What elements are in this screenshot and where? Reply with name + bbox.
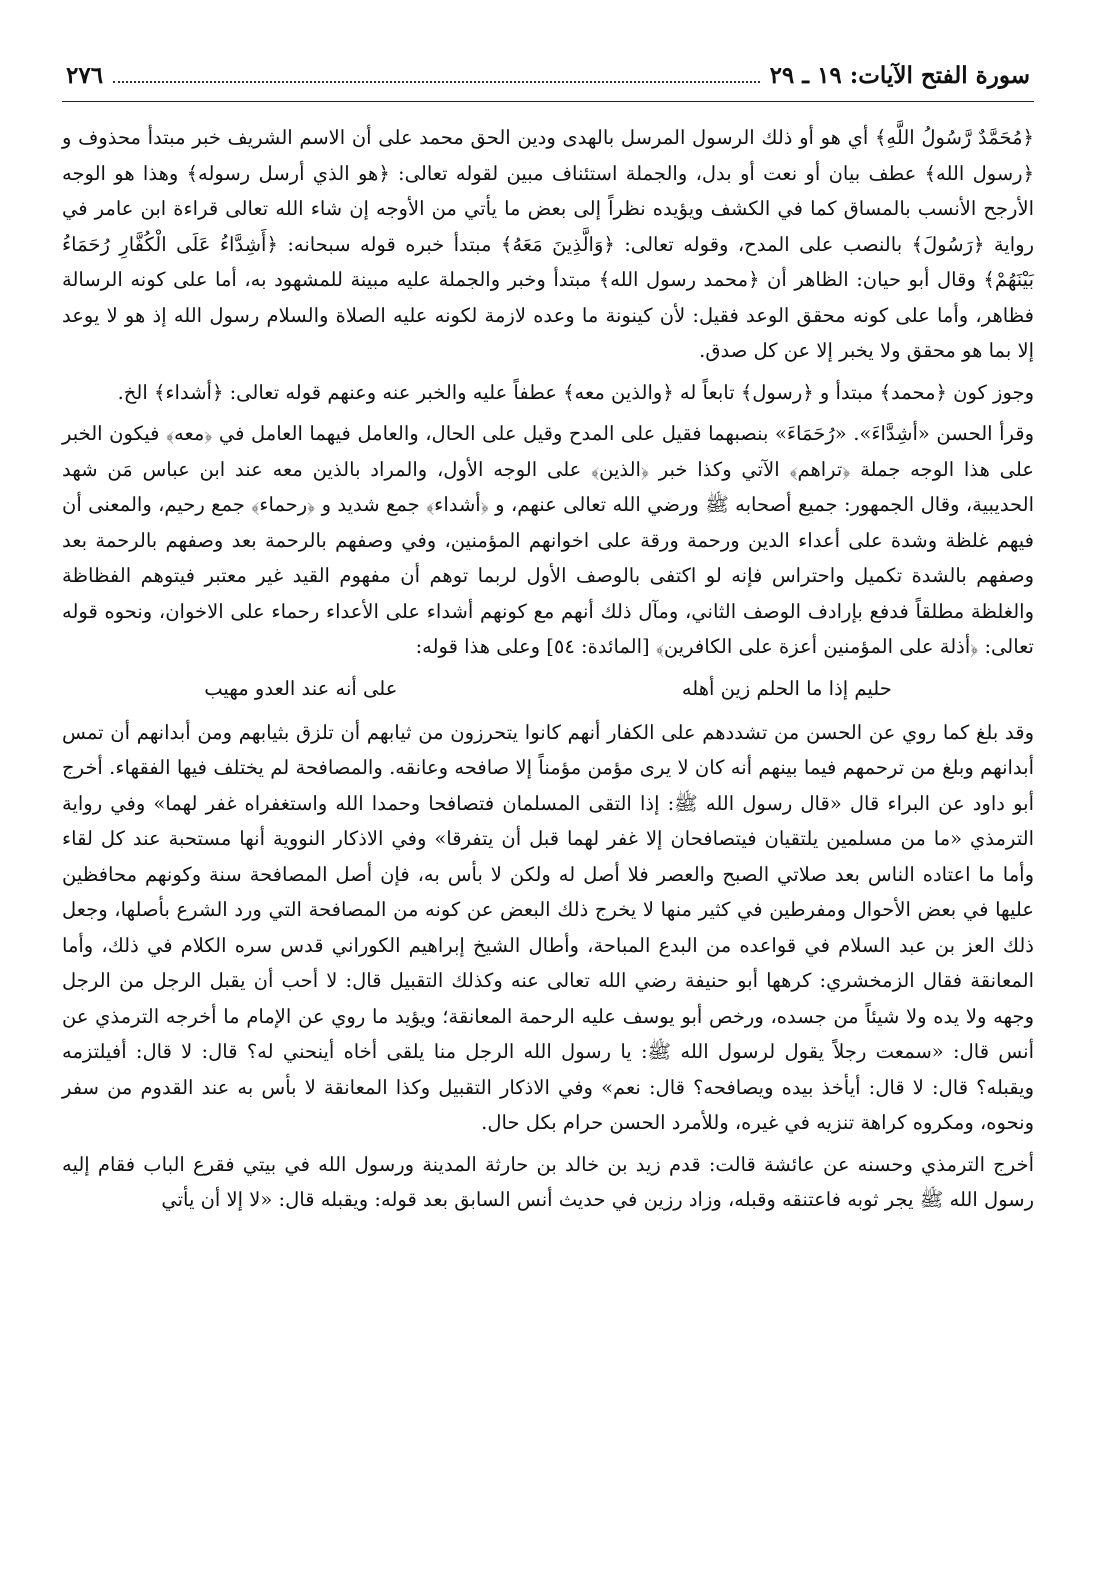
- verse-first-hemistich: حليم إذا ما الحلم زين أهله: [681, 676, 892, 700]
- paragraph: [62, 416, 1034, 665]
- text-line: عليه الرحمة المعانقة؛ ويؤيد ما روي عن الإمام ما أخرجه الترمذي عن أنس قال: «سمعت رجلاً يقول لرسول الله ﷺ:: [62, 1004, 1034, 1063]
- text-line: مَن شهد الحديبية، وقال الجمهور: جميع أصحابه ﷺ ورضي الله تعالى عنهم، و ﴿أشداء﴾ جمع شديد و ﴿رحماء﴾: [62, 457, 1034, 516]
- text-line: مبتدأ محذوف و ﴿رسول الله﴾ عطف بيان أو نعت أو بدل، والجملة استئناف مبين لقوله تعالى: ﴿هو الذي أرسل: [62, 126, 1035, 185]
- text-line: بعد وصفهم بالرحمة بعد وصفهم بالشدة تكميل واحتراس فإنه لو اكتفى بالوصف الأول لربما توهم أن مفهوم القيد غير: [62, 528, 1034, 587]
- text-line: الحسن حرام بكل حال.: [481, 1111, 666, 1134]
- text-line: وجوز كون ﴿محمد﴾ مبتدأ و ﴿رسول﴾ تابعاً له ﴿والذين معه﴾ عطفاً عليه والخبر عنه وعنهم قوله تعالى:: [229, 380, 1034, 404]
- text-line: ﴿مُحَمَّدٌ رَّسُولُ اللَّهِ﴾ أي هو أو ذلك الرسول المرسل بالهدى ودين الحق محمد على أن الاسم الشريف خبر: [192, 126, 1034, 149]
- text-line: نعم» وفي الاذكار التقبيل وكذا المعانقة لا بأس به عند القدوم من سفر ونحوه، ومكروه كراهة تنزيه في غيره، وللأمرد: [62, 1075, 1034, 1134]
- paragraph: [62, 120, 1034, 369]
- paragraph: [62, 375, 1034, 411]
- text-line: ﴿أشداء﴾ الخ.: [117, 380, 224, 404]
- running-header: [62, 62, 1034, 102]
- text-line: جمع رحيم، والمعنى أن فيهم غلظة وشدة على أعداء الدين ورحمة ورقة على اخوانهم المؤمنين، وفي وصفهم بالرحمة: [62, 493, 1034, 552]
- text-line: كونه من المصافحة التي ورد الشرع بأصلها، وجعل ذلك العز بن عبد السلام في قواعده من البدع المباحة، وأطال: [62, 898, 1034, 957]
- text-line: وقد بلغ كما روي عن الحسن من تشددهم على الكفار أنهم كانوا يتحرزون من ثيابهم أن تلزق بثيابهم ومن: [197, 720, 1034, 744]
- verse-second-hemistich: على أنه عند العدو مهيب: [204, 676, 398, 700]
- text-line: على الاخوان، ونحوه قوله تعالى: ﴿أذلة على المؤمنين أعزة على الكافرين﴾ [المائدة: ٥٤] وعلى هذا قوله:: [62, 599, 1034, 658]
- text-line: عنه وكذلك التقبيل قال: لا أحب أن يقبل الرجل من الرجل وجهه ولا يده ولا شيئاً من جسده، ورخص أبو يوسف: [62, 969, 1034, 1028]
- text-line: لكونه عليه الصلاة والسلام رسول الله إذ هو لا يوعد إلا بما هو محقق ولا يخبر إلا عن كل صدق.: [62, 303, 1034, 362]
- text-line: عليه مبينة للمشهود به، أما على كونه الرسالة فظاهر، وأما على كونه محقق الوعد فقيل: لأن كينونة ما وعده لازمة: [62, 268, 1034, 327]
- text-block-1: [62, 120, 1034, 665]
- text-line: وقرأ الحسن «أشِدَّاءَ». «رُحَمَاءَ» بنصبهما فقيل على المدح وقيل على الحال، والعامل فيهما العامل في ﴿معه﴾ فيكون: [109, 422, 1034, 445]
- surah-title: سورة الفتح الآيات: ١٩ ـ ٢٩: [769, 62, 1030, 89]
- text-line: النووية أنها مستحبة عند كل لقاء وأما ما اعتاده الناس بعد صلاتي الصبح والعصر فلا أصل له ولكن لا بأس به، فإن: [62, 827, 1035, 886]
- poetry-verse: [62, 671, 1034, 707]
- text-line: سبحانه: ﴿أَشِدَّاءُ عَلَى الْكُفَّارِ رُحَمَاءُ بَيْنَهُمْ﴾ وقال أبو حيان: الظاهر أن ﴿محمد رسول الله﴾ مبتدأ وخبر والجملة: [62, 232, 1034, 291]
- text-line: الشيخ إبراهيم الكوراني قدس سره الكلام في ذلك، وأما المعانقة فقال الزمخشري: كرهها أبو حنيفة رضي الله تعالى: [62, 933, 1034, 992]
- text-line: أبدانهم أن تمس أبدانهم وبلغ من ترحمهم فيما بينهم أنه كان لا يرى مؤمن مؤمناً إلا صافحه وعانقه. والمصافحة لم: [62, 720, 1035, 779]
- paragraph: [62, 715, 1034, 1141]
- text-line: فقام إليه رسول الله ﷺ يجر ثوبه فاعتنقه وقبله، وزاد رزين في حديث أنس السابق بعد قوله: ويقبله قال: «لا إلا أن يأتي: [62, 1152, 1034, 1211]
- text-line: رسوله﴾ وهذا هو الوجه الأرجح الأنسب بالمساق كما في الكشف ويؤيده نظراً إلى بعض ما يأتي من الأوجه إن شاء: [62, 161, 1034, 220]
- text-line: معتبر فيتوهم الفظاظة والغلظة مطلقاً فدفع بإرادف الوصف الثاني، ومآل ذلك أنهم مع كونهم أشداء على الأعداء رحماء: [62, 564, 1034, 623]
- text-block-2: [62, 715, 1034, 1218]
- text-line: أخرج الترمذي وحسنه عن عائشة قالت: قدم زيد بن خالد بن حارثة المدينة ورسول الله في بيتي فقرع الباب: [143, 1152, 1034, 1176]
- text-line: يا رسول الله الرجل منا يلقى أخاه أينحني له؟ قال: لا قال: أفيلتزمه ويقبله؟ قال: لا قال: أيأخذ بيده ويصافحه؟ قال:: [62, 1040, 1034, 1099]
- text-line: يختلف فيها الفقهاء. أخرج أبو داود عن البراء قال «قال رسول الله ﷺ: إذا التقى المسلمان فتصافحا وحمدا الله: [62, 756, 1034, 815]
- header-leader-dots: [113, 67, 760, 83]
- text-line: أصل المصافحة سنة وكونهم محافظين عليها في بعض الأحوال ومفرطين في كثير منها لا يخرج ذلك البعض عن: [62, 862, 1034, 921]
- paragraph: [62, 1147, 1034, 1218]
- text-line: واستغفراه غفر لهما» وفي رواية الترمذي «ما من مسلمين يلتقيان فيتصافحان إلا غفر لهما قبل أن يتفرقا» وفي الاذكار: [62, 791, 1034, 850]
- page-number: ٢٧٦: [66, 62, 104, 89]
- text-line: الله تعالى قراءة ابن عامر في رواية ﴿رَسُولَ﴾ بالنصب على المدح، وقوله تعالى: ﴿وَالَّذِينَ مَعَهُ﴾ مبتدأ خبره قوله: [62, 197, 1034, 256]
- text-line: الخبر على هذا الوجه جملة ﴿تراهم﴾ الآتي وكذا خبر ﴿الذين﴾ على الوجه الأول، والمراد بالذين معه عند ابن عباس: [62, 422, 1034, 481]
